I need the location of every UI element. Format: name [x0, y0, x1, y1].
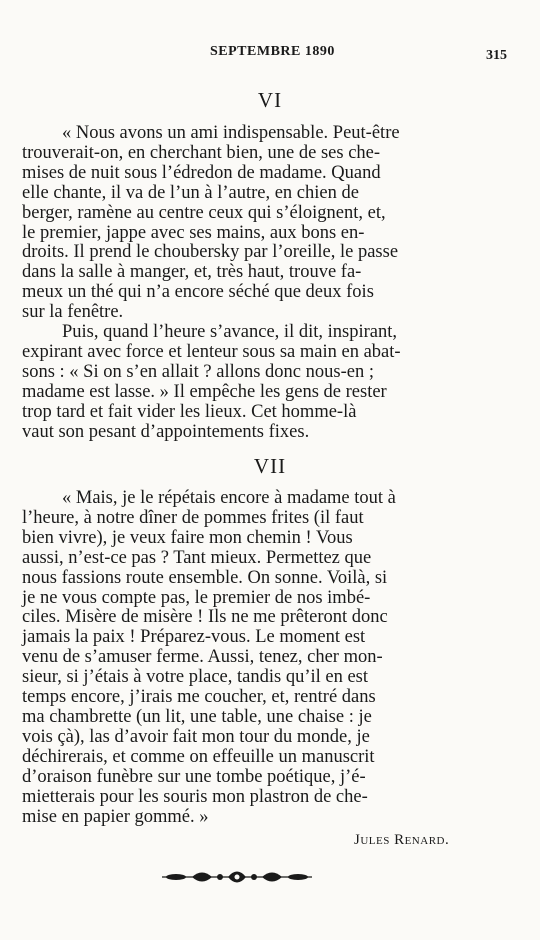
text-line: dans la salle à manger, et, très haut, trouve fa-: [22, 262, 362, 283]
text-line: temps encore, j’irais me coucher, et, rentré dans: [22, 687, 376, 708]
text-line: elle chante, il va de l’un à l’autre, en chien de: [22, 182, 359, 203]
text-line: Puis, quand l’heure s’avance, il dit, inspirant,: [62, 322, 397, 342]
text-line: venu de s’amuser ferme. Aussi, tenez, cher mon-: [22, 647, 383, 668]
text-line: jamais la paix ! Préparez-vous. Le moment est: [22, 627, 366, 648]
text-line: berger, ramène au centre ceux qui s’éloignent, et,: [22, 202, 386, 223]
text-line: mietterais pour les souris mon plastron de che-: [22, 786, 368, 807]
decorative-fleuron-icon: [158, 866, 316, 888]
text-line: bien vivre), je veux faire mon chemin ! Vous: [22, 527, 353, 548]
section-number-vi: VI: [257, 88, 283, 112]
text-line: trouverait-on, en cherchant bien, une de ses che-: [22, 142, 381, 163]
text-line: d’oraison funèbre sur une tombe poétique, j’é-: [22, 766, 366, 787]
paragraph-vi-2: [22, 323, 512, 442]
text-line: madame est lasse. » Il empêche les gens de rester: [22, 381, 387, 402]
paragraph-vi-1: [22, 124, 512, 323]
text-line: ma chambrette (un lit, une table, une chaise : je: [22, 706, 372, 727]
text-line: ciles. Misère de misère ! Ils ne me prêteront donc: [22, 607, 388, 628]
text-line: mise en papier gommé. »: [22, 806, 209, 827]
text-line: « Nous avons un ami indispensable. Peut-être: [62, 123, 400, 143]
paragraph-vii-1: [22, 489, 512, 827]
text-line: droits. Il prend le choubersky par l’oreille, le passe: [22, 242, 399, 263]
page-number: 315: [486, 48, 507, 63]
section-number-vii: VII: [253, 454, 287, 478]
author-signature: Jules Renard.: [354, 832, 450, 848]
text-line: vaut son pesant d’appointements fixes.: [22, 421, 310, 442]
running-head: [0, 44, 540, 64]
text-line: l’heure, à notre dîner de pommes frites (il faut: [22, 507, 364, 528]
running-title: SEPTEMBRE 1890: [210, 44, 335, 59]
text-line: « Mais, je le répétais encore à madame tout à: [62, 488, 396, 508]
text-line: sons : « Si on s’en allait ? allons donc nous-en ;: [22, 361, 374, 382]
text-line: sur la fenêtre.: [22, 302, 124, 323]
text-line: vois çà), las d’avoir fait mon tour du monde, je: [22, 726, 370, 747]
text-line: expirant avec force et lenteur sous sa main en abat-: [22, 341, 401, 362]
text-line: trop tard et fait vider les lieux. Cet homme-là: [22, 401, 357, 422]
text-line: déchirerais, et comme on effeuille un manuscrit: [22, 746, 375, 767]
text-line: sieur, si j’étais à votre place, tandis qu’il en est: [22, 667, 369, 688]
text-line: meux un thé qui n’a encore séché que deux fois: [22, 282, 374, 303]
text-line: nous fassions route ensemble. On sonne. Voilà, si: [22, 567, 388, 588]
text-line: aussi, n’est-ce pas ? Tant mieux. Permettez que: [22, 547, 372, 568]
text-line: mises de nuit sous l’édredon de madame. Quand: [22, 162, 381, 183]
text-line: je ne vous compte pas, le premier de nos imbé-: [22, 587, 371, 608]
text-line: le premier, jappe avec ses mains, aux bons en-: [22, 222, 365, 243]
